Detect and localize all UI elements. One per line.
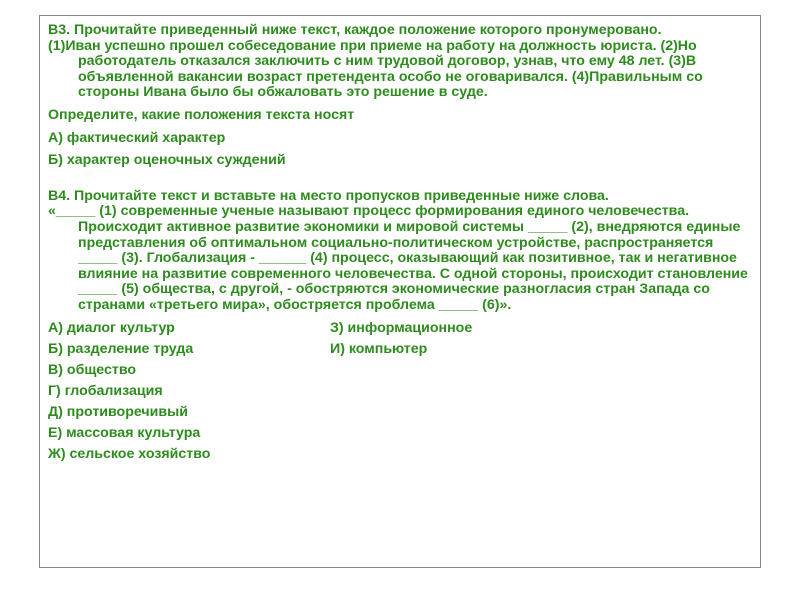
b3-question: Определите, какие положения текста носят bbox=[48, 106, 355, 123]
b3-title: В3. Прочитайте приведенный ниже текст, каждое положение которого пронумеровано. bbox=[48, 22, 662, 38]
b4-options-row-1 bbox=[48, 321, 753, 342]
b4-option-z: З) информационное bbox=[330, 319, 473, 336]
b4-option-d: Д) противоречивый bbox=[48, 403, 188, 420]
b4-option-g: Г) глобализация bbox=[48, 382, 163, 399]
slide-content bbox=[48, 23, 753, 468]
b4-option-a: А) диалог культур bbox=[48, 319, 175, 336]
b4-option-v: В) общество bbox=[48, 361, 137, 378]
b4-title: В4. Прочитайте текст и вставьте на место пропусков приведенные ниже слова. bbox=[48, 187, 609, 204]
b3-option-b: Б) характер оценочных суждений bbox=[48, 152, 286, 169]
b4-options-row-2 bbox=[48, 342, 753, 363]
b4-text: «_____ (1) современные ученые называют процесс формирования единого человечества. Происходит активное развитие экономики и мировой системы _____ (2), внедряются единые представления об оптимальном социально-политическом устройстве, распространяется _____ (3). Глобализация - ______ (4) процесс, оказывающий как позитивное, так и негативное влияние на развитие современного человечества. С одной стороны, происходит становление _____ (5) общества, с другой, - обостряются экономические разногласия стран Запада со странами «третьего мира», обостряется проблема _____ (6)». bbox=[48, 203, 748, 313]
slide-frame bbox=[39, 15, 761, 568]
b4-option-i: И) компьютер bbox=[330, 340, 428, 357]
b4-option-e: Е) массовая культура bbox=[48, 424, 201, 441]
b4-option-b: Б) разделение труда bbox=[48, 340, 194, 357]
b3-option-a: А) фактический характер bbox=[48, 129, 226, 146]
b4-option-zh: Ж) сельское хозяйство bbox=[48, 445, 211, 462]
b3-text: (1)Иван успешно прошел собеседование при приеме на работу на должность юриста. (2)Но работодатель отказался заключить с ним трудовой договор, узнав, что ему 48 лет. (3)В объявленной вакансии возраст претендента особо не оговаривался. (4)Правильным со стороны Ивана было бы обжаловать это решение в суде. bbox=[48, 37, 703, 101]
